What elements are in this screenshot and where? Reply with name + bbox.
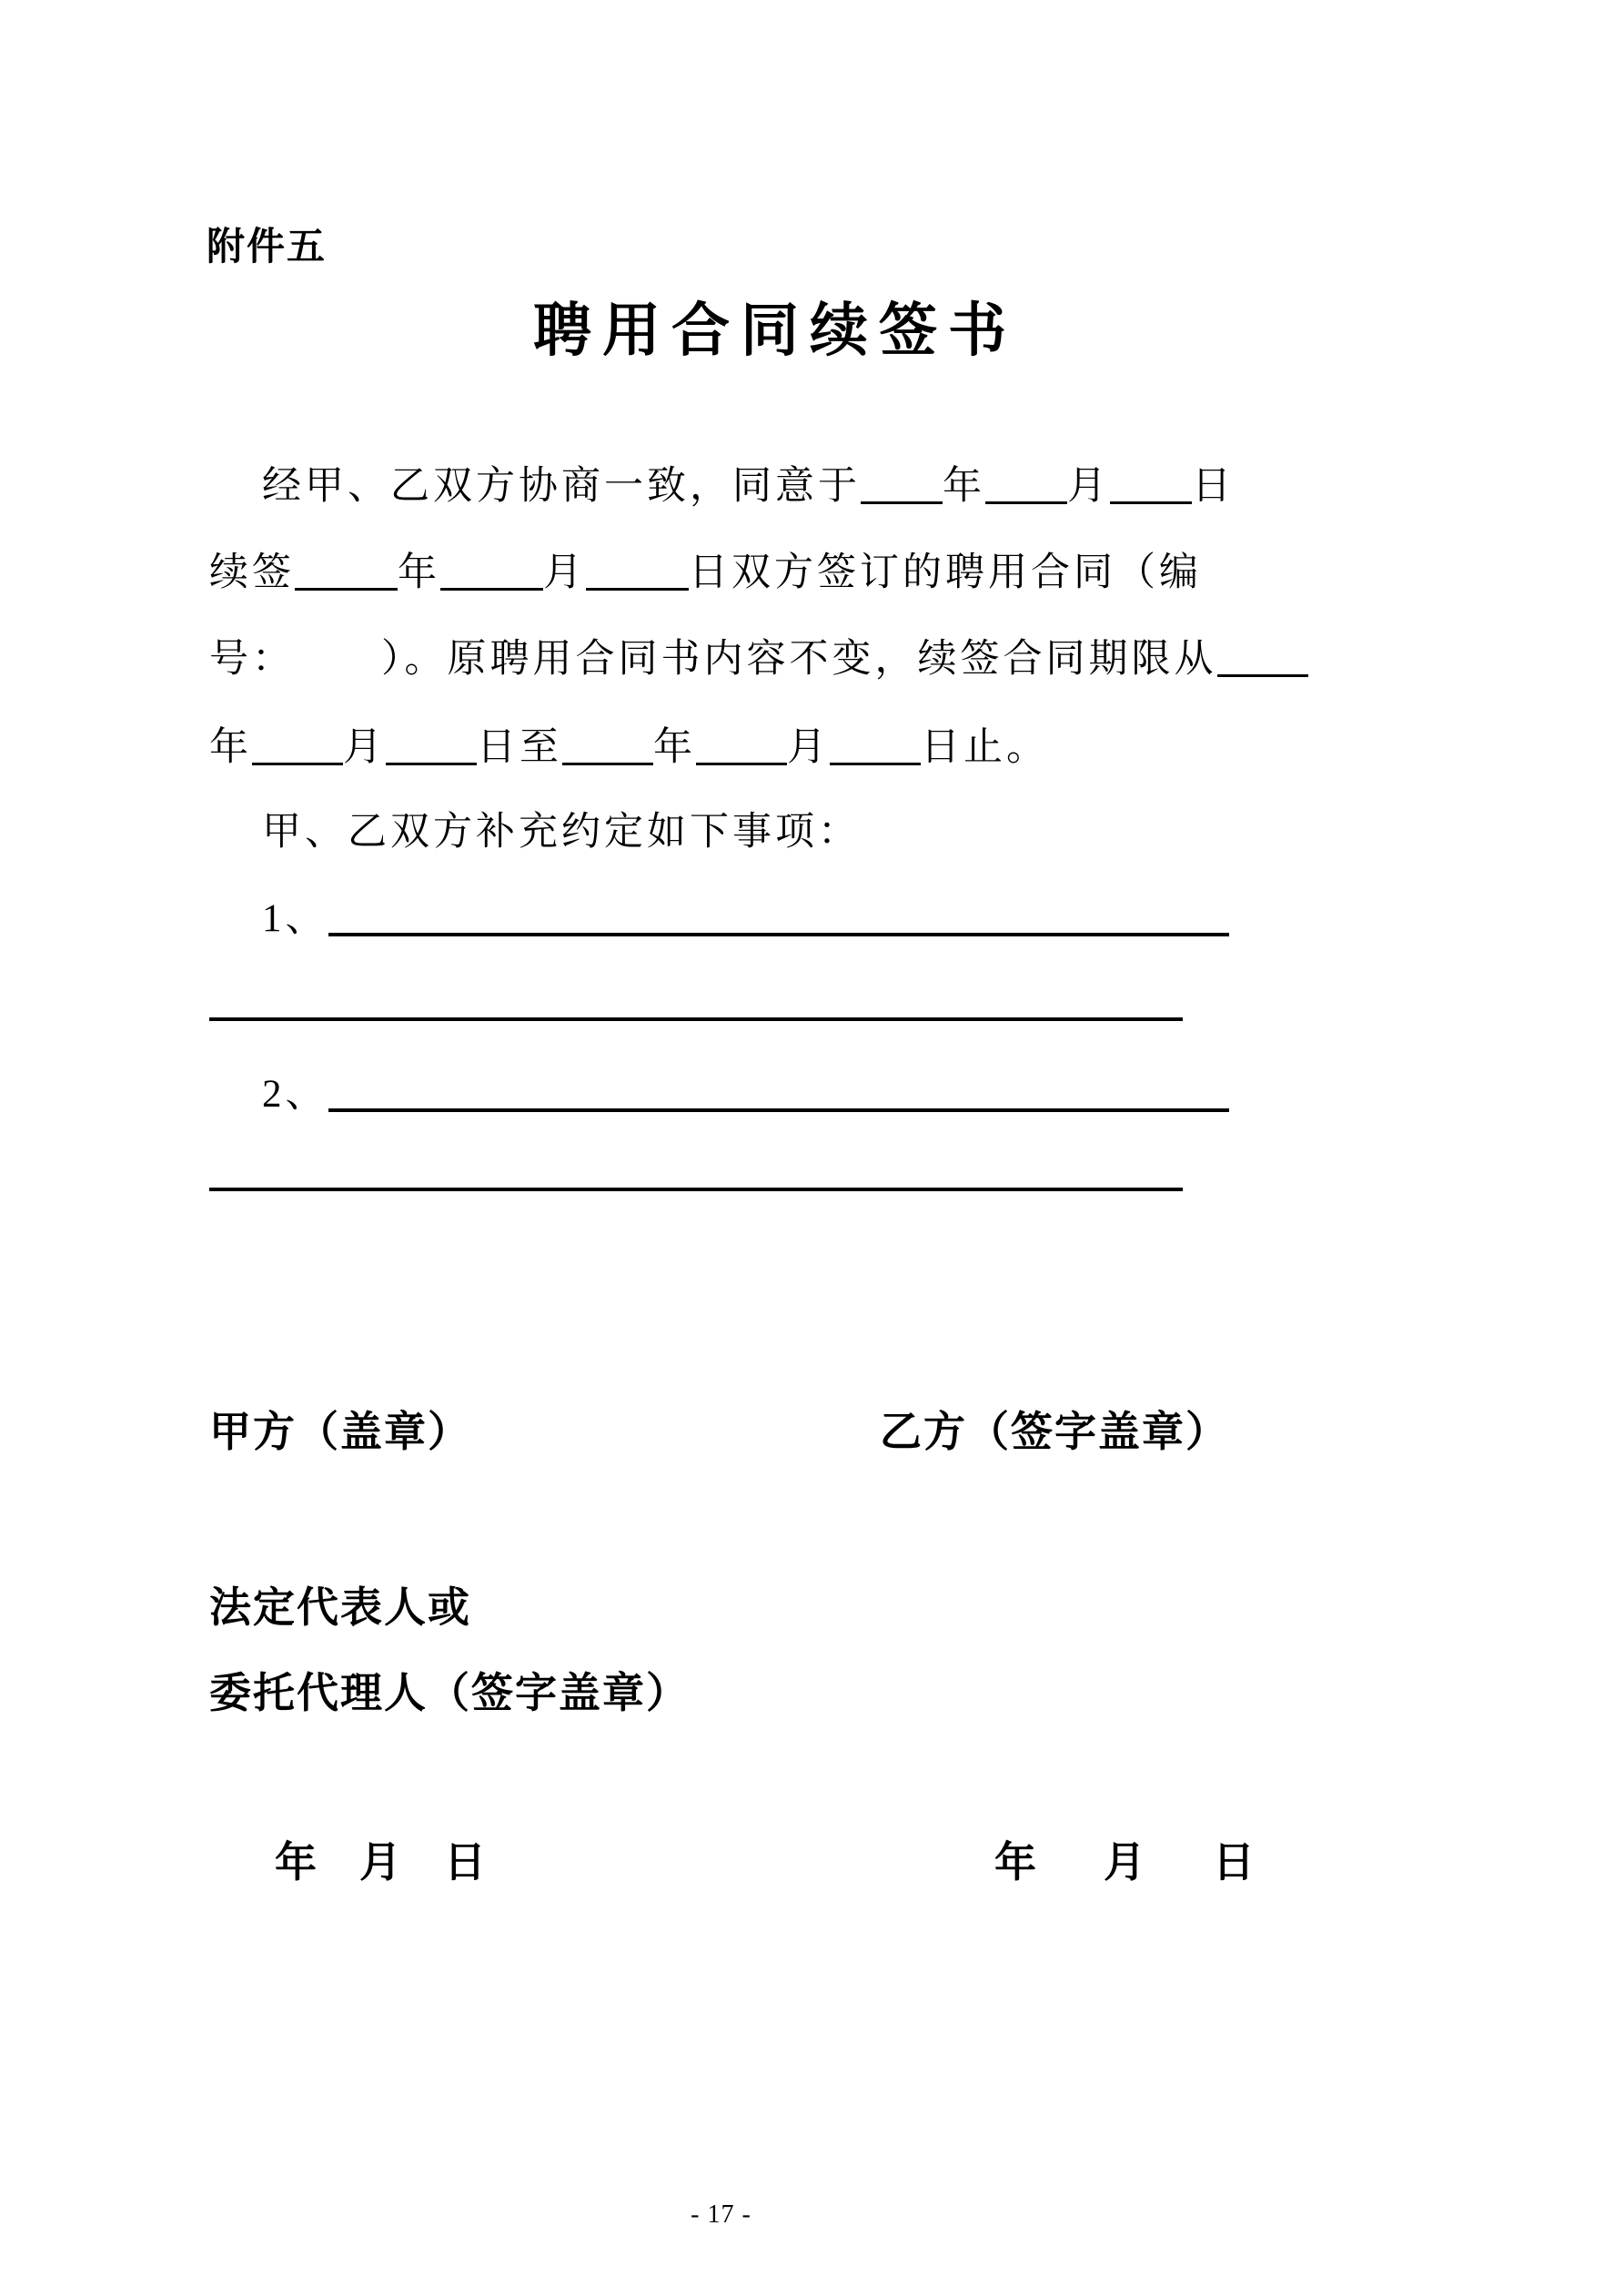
month-label: 月: [787, 726, 830, 769]
blank-field-day-1: [1110, 500, 1192, 504]
blank-field-from-month: [252, 761, 343, 765]
day-to-label: 日至: [477, 726, 562, 769]
blank-field-year-1: [861, 500, 943, 504]
blank-field-month-2: [440, 586, 543, 591]
clause-line-3-text: ）。原聘用合同书内容不变，续签合同期限从: [381, 638, 1217, 681]
day-label: 日: [1213, 1838, 1255, 1886]
clause-line-2: [209, 546, 1356, 601]
year-label: 年: [653, 726, 696, 769]
blank-field-item-1-continuation: [209, 1017, 1183, 1021]
contract-number-label: 号：: [209, 638, 295, 681]
month-label: 月: [343, 726, 386, 769]
supplement-heading: 甲、乙双方补充约定如下事项：: [262, 811, 861, 854]
list-item-1-number: 1、: [262, 897, 328, 940]
list-item-1: [209, 892, 1356, 946]
clause-line-3: [209, 632, 1356, 687]
month-label: 月: [1104, 1838, 1145, 1886]
month-label: 月: [1067, 465, 1110, 508]
date-line-party-b: [994, 1829, 1255, 1889]
blank-field-item-2-continuation: [209, 1188, 1183, 1191]
blank-field-item-1: [328, 931, 1229, 936]
legal-representative-label-line-1: 法定代表人或: [209, 1583, 471, 1631]
blank-field-month-1: [985, 500, 1067, 504]
blank-field-from-day: [386, 761, 477, 765]
list-item-2: [209, 1067, 1356, 1122]
clause-line-1: [209, 460, 1356, 514]
clause-line-4: [209, 721, 1356, 775]
legal-representative-label-line-2: 委托代理人（签字盖章）: [209, 1669, 690, 1716]
clause-line-2-suffix: 日双方签订的聘用合同（编: [689, 551, 1202, 594]
year-label: 年: [943, 465, 985, 508]
attachment-label: 附件五: [207, 225, 328, 268]
clause-line-1-text: 经甲、乙双方协商一致，同意于: [262, 465, 861, 508]
list-item-2-number: 2、: [262, 1073, 328, 1116]
blank-field-to-day: [830, 761, 921, 765]
day-end-label: 日止。: [921, 726, 1049, 769]
year-label: 年: [398, 551, 440, 594]
month-label: 月: [543, 551, 586, 594]
party-b-label: 乙方（签字盖章）: [880, 1408, 1229, 1455]
year-label: 年: [275, 1838, 317, 1886]
blank-field-item-2: [328, 1107, 1229, 1112]
document-title: 聘用合同续签书: [533, 298, 1017, 363]
date-line-party-a: [275, 1829, 486, 1889]
year-label: 年: [209, 726, 252, 769]
year-label: 年: [994, 1838, 1036, 1886]
blank-field-from-year: [1217, 673, 1308, 677]
clause-line-2-prefix: 续签: [209, 551, 295, 594]
blank-field-to-year: [562, 761, 653, 765]
blank-field-year-2: [295, 586, 398, 591]
day-label: 日: [444, 1838, 486, 1886]
page-number: - 17 -: [691, 2200, 751, 2229]
blank-field-to-month: [696, 761, 787, 765]
party-a-label: 甲方（盖章）: [209, 1408, 471, 1455]
contract-number-blank: [295, 670, 381, 672]
blank-field-day-2: [586, 586, 689, 591]
day-label: 日: [1192, 465, 1235, 508]
month-label: 月: [359, 1838, 401, 1886]
